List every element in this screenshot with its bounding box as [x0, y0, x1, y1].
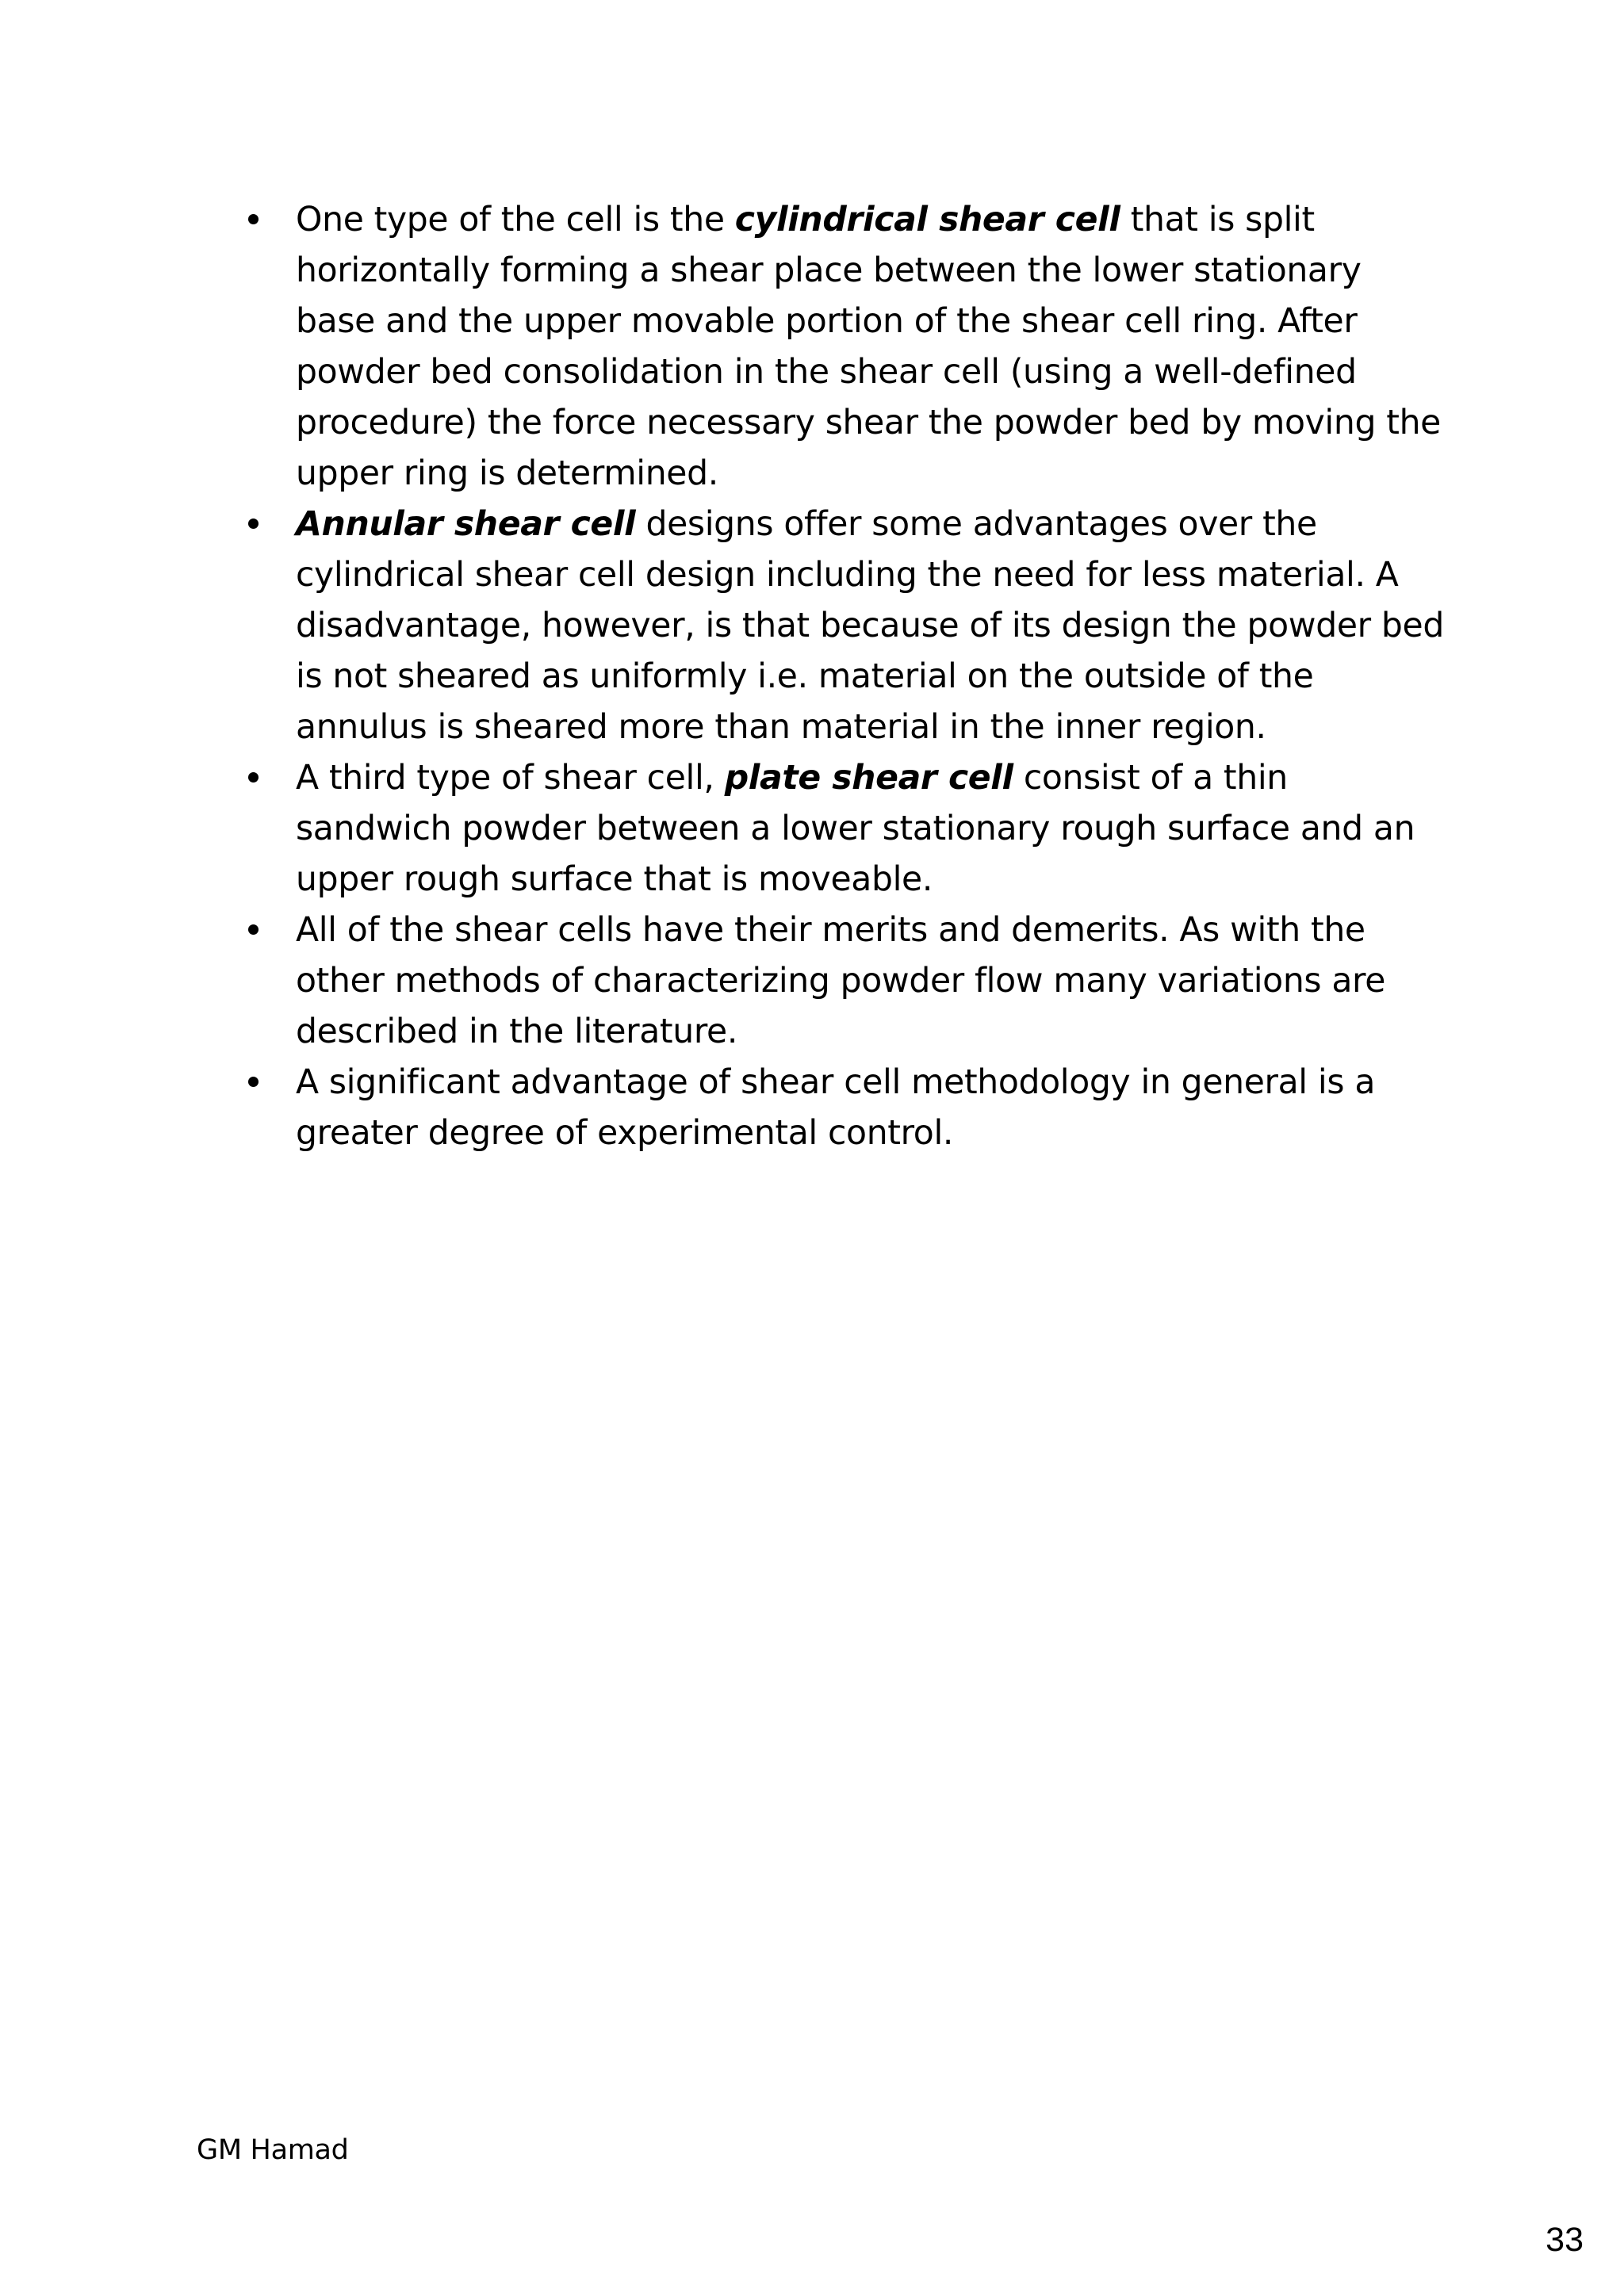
bullet-text-prefix: A third type of shear cell,	[296, 759, 725, 798]
bullet-text: A significant advantage of shear cell methodology in general is a greater degree of experimental control.	[296, 1063, 1376, 1153]
bullet-icon	[248, 772, 259, 783]
footer-author: GM Hamad	[197, 2134, 349, 2166]
bullet-term: plate shear cell	[724, 759, 1013, 798]
bullet-icon	[248, 924, 259, 935]
bullet-icon	[248, 214, 259, 224]
bullet-text: All of the shear cells have their merits and demerits. As with the other methods of characterizing powder flow many variations are described in the literature.	[296, 911, 1386, 1051]
bullet-item-annular-shear-cell	[242, 499, 1447, 753]
bullet-list	[242, 195, 1447, 1159]
bullet-item-cylindrical-shear-cell	[242, 195, 1447, 499]
bullet-text-suffix: designs offer some advantages over the cylindrical shear cell design including the need for less material. A disadvantage, however, is that because of its design the powder bed is not sheared as uniformly i.e. material on the outside of the annulus is sheared more than material in the inner region.	[296, 505, 1444, 747]
bullet-item-merits-demerits	[242, 905, 1447, 1058]
bullet-icon	[248, 519, 259, 529]
bullet-term: Annular shear cell	[296, 505, 636, 544]
bullet-term: cylindrical shear cell	[734, 201, 1120, 239]
bullet-text-prefix: One type of the cell is the	[296, 201, 735, 239]
bullet-item-experimental-control	[242, 1058, 1447, 1159]
document-body	[242, 195, 1447, 1159]
bullet-text-suffix: consist of a thin sandwich powder between a lower stationary rough surface and an upper rough surface that is moveable.	[296, 759, 1415, 899]
page-number: 33	[1545, 2221, 1584, 2259]
bullet-text-suffix: that is split horizontally forming a shear place between the lower stationary base and the upper movable portion of the shear cell ring. After powder bed consolidation in the shear cell (using a well-defined procedure) the force necessary shear the powder bed by moving the upper ring is determined.	[296, 201, 1441, 493]
bullet-item-plate-shear-cell	[242, 753, 1447, 905]
bullet-icon	[248, 1077, 259, 1087]
